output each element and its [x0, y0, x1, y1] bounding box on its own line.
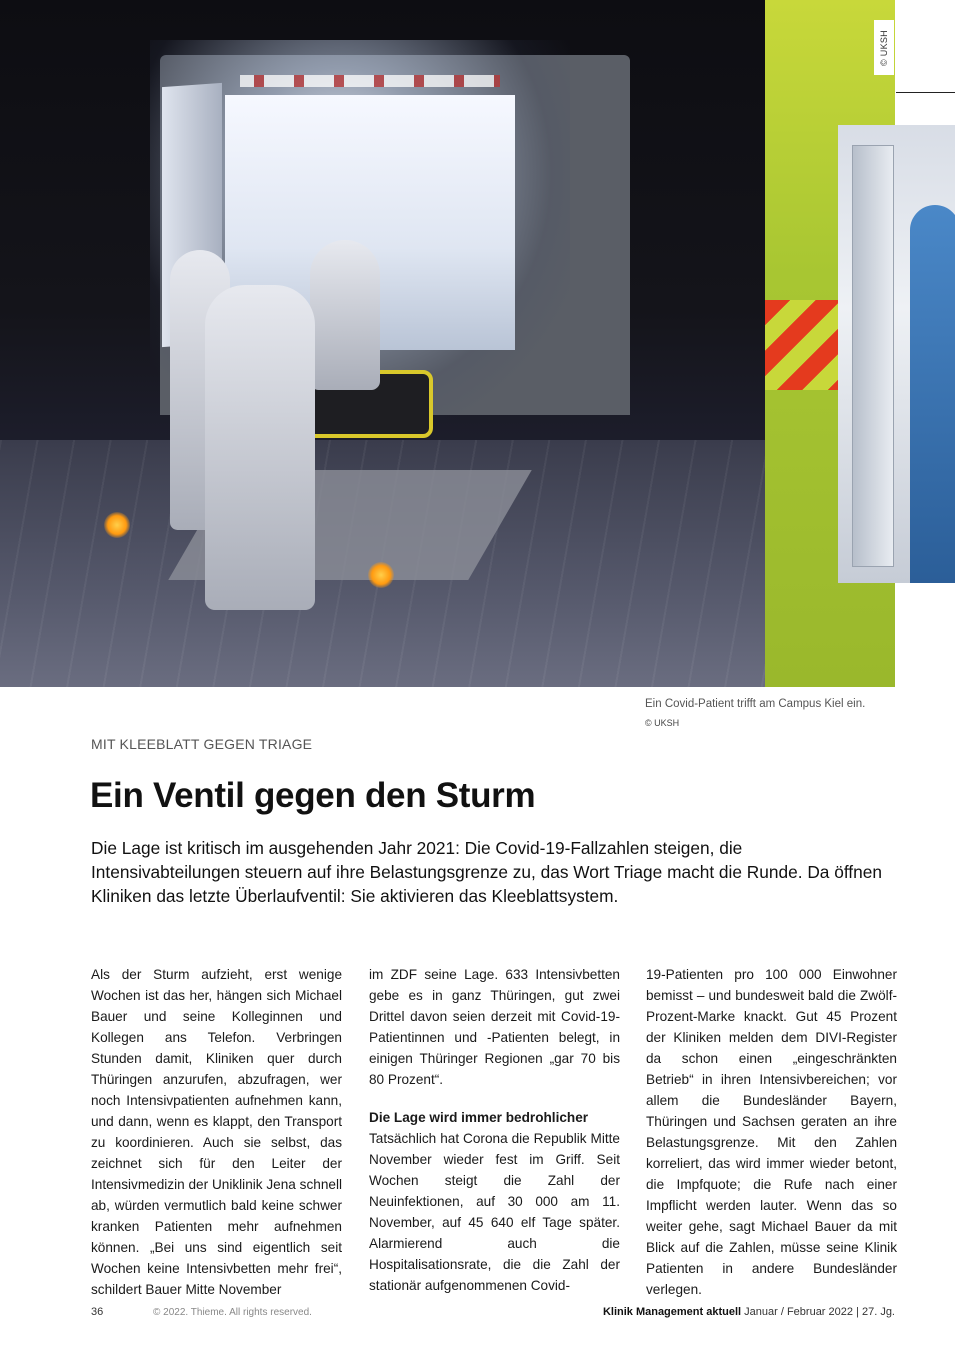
body-paragraph: im ZDF seine Lage. 633 Intensivbetten gebe es in ganz Thüringen, gut zwei Drittel davon seien derzeit mit Covid-19-Patientinnen und -Patienten belegt, in einigen Thüringer Regionen „gar 70 bis 80 Prozent“. — [369, 967, 620, 1087]
journal-info — [603, 1306, 895, 1318]
copyright: © 2022. Thieme. All rights reserved. — [153, 1307, 312, 1318]
medic-figure — [310, 240, 380, 390]
body-paragraph: 19-Patienten pro 100 000 Einwohner bemisst – und bundesweit bald die Zwölf-Prozent-Marke knackt. Gut 45 Prozent der Kliniken melden dem DIVI-Register da schon einen „eingeschränkten Betrieb“ in ihren Intensivbereichen; vor allem die Bundesländer Bayern, Thüringen und Sachsen geraten an ihre Belastungsgrenze. Mit den Zahlen korreliert, das wird immer wieder betont, die Impfquote; die Rufe nach einer Impflicht werden lauter. Wenn das so weiter gehe, sagt Michael Bauer da mit Blick auf die Zahlen, müsse seine Klinik Patienten in andere Bundesländer verlegen. — [646, 967, 897, 1297]
caption-text: Ein Covid-Patient trifft am Campus Kiel ein. — [645, 698, 866, 710]
photo-credit-text: © UKSH — [879, 29, 889, 66]
journal-title: Klinik Management aktuell — [602, 1306, 742, 1318]
lead-paragraph: Die Lage ist kritisch im ausgehenden Jahr 2021: Die Covid-19-Fallzahlen steigen, die Intensivabteilungen steuern auf ihre Belastungsgrenze zu, das Wort Triage macht die Runde. Da öffnen Kliniken das letzte Überlaufventil: Sie aktivieren das Kleeblattsystem. — [91, 838, 882, 906]
photo-credit-vertical — [874, 20, 894, 75]
issue-info: Januar / Februar 2022 | 27. Jg. — [744, 1306, 895, 1318]
body-column-1 — [91, 964, 342, 1300]
warning-light — [104, 512, 130, 538]
inset-photo — [838, 125, 955, 583]
body-paragraph: Tatsächlich hat Corona die Republik Mitte November wieder fest im Griff. Seit Wochen steigt die Zahl der Neuinfektionen, auf 30 000 am 11. November, auf 45 640 elf Tage später. Alarmierend auch die Hospitalisationsrate, die die Zahl der stationär aufgenommenen Covid- — [369, 1131, 620, 1293]
hero-photo — [0, 0, 895, 687]
photo-caption — [645, 697, 905, 731]
nurse-figure — [910, 205, 955, 583]
margin-rule — [896, 92, 955, 93]
kicker: MIT KLEEBLATT GEGEN TRIAGE — [91, 736, 313, 752]
warning-light — [368, 562, 394, 588]
body-paragraph: Als der Sturm aufzieht, erst wenige Wochen ist das her, hängen sich Michael Bauer und seine Kolleginnen und Kollegen ans Telefon. Verbringen Stunden damit, Kliniken quer durch Thüringen anzurufen, abzufragen, wer noch Intensivpatienten aufnehmen kann, und dann, wenn es klappt, den Transport zu koordinieren. Auch sie selbst, das zeichnet sich für den Leiter der Intensivmedizin der Uniklinik Jena schnell ab, würden vermutlich bald keine schwer kranken Patienten mehr aufnehmen können. „Bei uns sind eigentlich seit Wochen keine Intensivbetten mehr frei“, schildert Bauer Mitte November — [91, 967, 342, 1297]
body-column-3 — [646, 964, 897, 1300]
page-number: 36 — [91, 1306, 104, 1318]
hospital-door — [852, 145, 894, 567]
medic-figure — [205, 285, 315, 610]
roof-lights — [240, 75, 500, 87]
headline: Ein Ventil gegen den Sturm — [90, 776, 536, 815]
subheading: Die Lage wird immer bedrohlicher — [369, 1110, 589, 1125]
body-column-2 — [369, 964, 620, 1296]
caption-credit: © UKSH — [645, 718, 680, 728]
